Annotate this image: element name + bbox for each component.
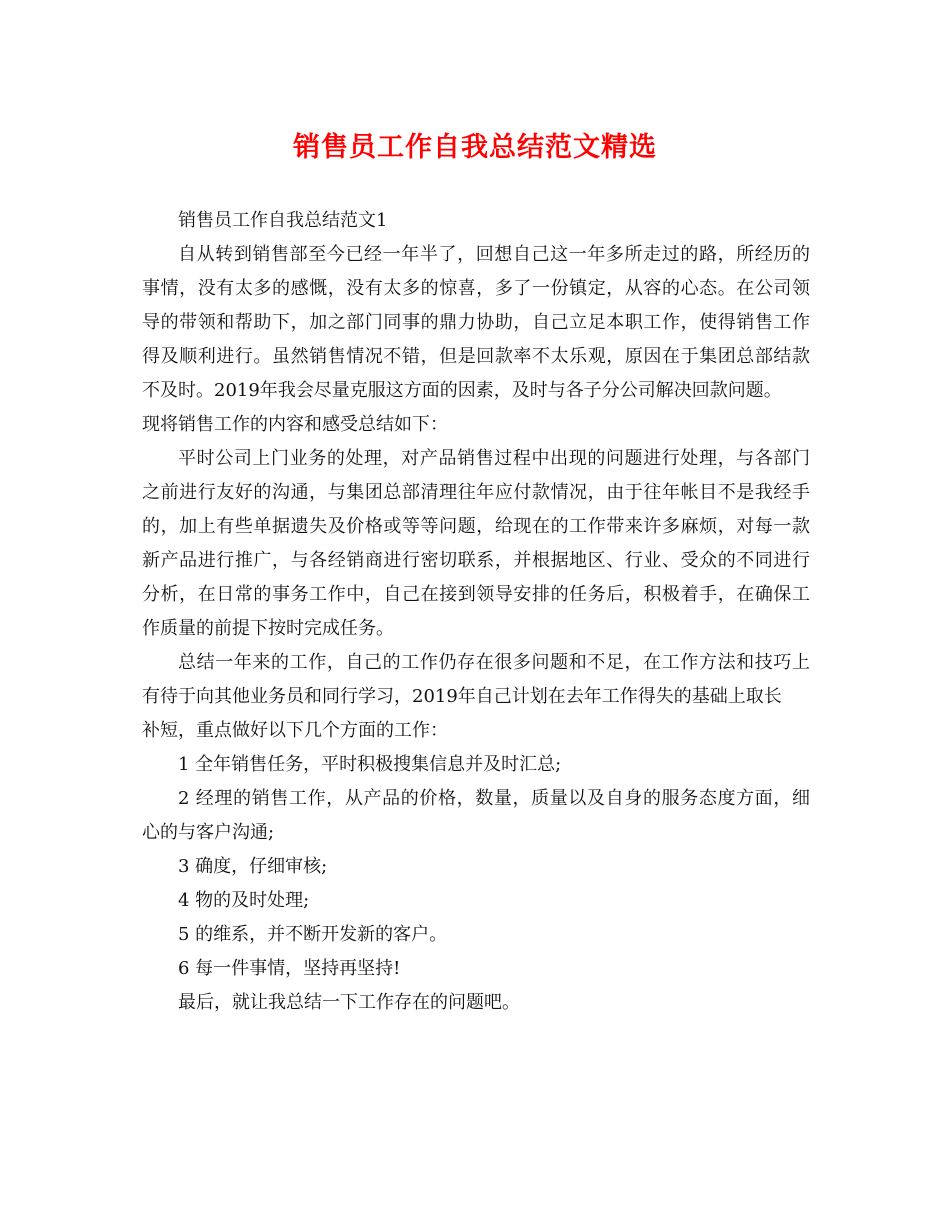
document-body	[142, 204, 810, 1020]
paragraph-line: 新产品进行推广，与各经销商进行密切联系，并根据地区、行业、受众的不同进行	[142, 550, 810, 571]
paragraph-line: 导的带领和帮助下，加之部门同事的鼎力协助，自己立足本职工作，使得销售工作	[142, 312, 810, 333]
list-item: 3 确度，仔细审核;	[178, 856, 328, 877]
list-item: 4 物的及时处理;	[178, 890, 310, 911]
paragraph-line: 有待于向其他业务员和同行学习，2019年自己计划在去年工作得失的基础上取长	[142, 686, 782, 707]
paragraph-line: 不及时。2019年我会尽量克服这方面的因素，及时与各子分公司解决回款问题。	[142, 380, 782, 401]
paragraph-line: 自从转到销售部至今已经一年半了，回想自己这一年多所走过的路，所经历的	[178, 244, 810, 265]
paragraph-line: 之前进行友好的沟通，与集团总部清理往年应付款情况，由于往年帐目不是我经手	[142, 482, 810, 503]
document-title: 销售员工作自我总结范文精选	[293, 132, 657, 163]
list-item: 5 的维系，并不断开发新的客户。	[178, 924, 448, 945]
list-item: 2 经理的销售工作，从产品的价格，数量，质量以及自身的服务态度方面，细	[178, 788, 810, 809]
list-item: 6 每一件事情，坚持再坚持!	[178, 958, 401, 979]
list-item-continuation: 心的与客户沟通;	[142, 822, 275, 843]
paragraph-line: 平时公司上门业务的处理，对产品销售过程中出现的问题进行处理，与各部门	[178, 448, 810, 469]
paragraph-line: 得及顺利进行。虽然销售情况不错，但是回款率不太乐观，原因在于集团总部结款	[142, 346, 810, 367]
section-heading: 销售员工作自我总结范文1	[178, 210, 388, 231]
paragraph-line: 现将销售工作的内容和感受总结如下：	[142, 414, 448, 435]
paragraph-line: 的，加上有些单据遗失及价格或等等问题，给现在的工作带来许多麻烦，对每一款	[142, 516, 810, 537]
paragraph-line: 补短，重点做好以下几个方面的工作：	[142, 720, 448, 741]
paragraph-line: 分析，在日常的事务工作中，自己在接到领导安排的任务后，积极着手，在确保工	[142, 584, 810, 605]
list-item: 1 全年销售任务，平时积极搜集信息并及时汇总;	[178, 754, 562, 775]
paragraph-line: 事情，没有太多的感慨，没有太多的惊喜，多了一份镇定，从容的心态。在公司领	[142, 278, 810, 299]
paragraph-line: 总结一年来的工作，自己的工作仍存在很多问题和不足，在工作方法和技巧上	[178, 652, 810, 673]
paragraph-line: 作质量的前提下按时完成任务。	[142, 618, 394, 639]
closing-line: 最后，就让我总结一下工作存在的问题吧。	[178, 992, 520, 1013]
